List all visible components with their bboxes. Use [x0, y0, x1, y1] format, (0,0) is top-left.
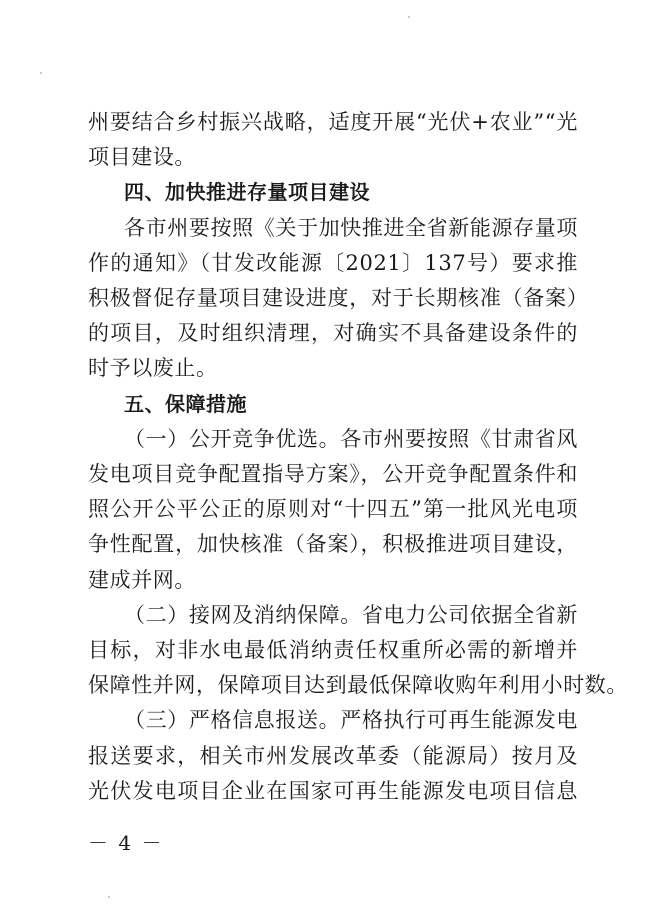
body-line: 照公开公平公正的原则对“十四五”第一批风光电项 [88, 497, 578, 522]
scan-speck [40, 72, 42, 74]
section-heading-4: 四、加快推进存量项目建设 [124, 180, 370, 205]
body-line: 作的通知》（甘发改能源〔2021〕137号）要求推 [88, 250, 578, 275]
subheading-1: （一）公开竞争优选。 [124, 426, 341, 451]
body-line: 建成并网。 [88, 567, 196, 592]
body-line: 积极督促存量项目建设进度，对于长期核准（备案） [88, 286, 578, 310]
body-line [124, 705, 578, 735]
section-heading-5: 五、保障措施 [124, 391, 247, 416]
body-line: 争性配置，加快核准（备案），积极推进项目建设， [88, 532, 578, 557]
scan-speck [408, 16, 410, 18]
body-text: 严格执行可再生能源发电 [340, 708, 578, 733]
subheading-3: （三）严格信息报送。 [124, 708, 341, 733]
body-line: 州要结合乡村振兴战略，适度开展“光伏+农业”“光 [88, 110, 578, 134]
body-text: 各市州要按照《甘肃省风 [340, 426, 578, 451]
subheading-2: （二）接网及消纳保障。 [124, 602, 362, 627]
page-number: － 4 － [88, 831, 164, 855]
body-line: 项目建设。 [88, 145, 196, 170]
body-line: 光伏发电项目企业在国家可再生能源发电项目信息 [88, 778, 578, 803]
body-line: 报送要求，相关市州发展改革委（能源局）按月及 [88, 743, 578, 768]
body-text: 省电力公司依据全省新 [361, 602, 578, 627]
body-line: 各市州要按照《关于加快推进全省新能源存量项 [124, 215, 578, 240]
body-line: 时予以废止。 [88, 356, 218, 381]
body-line: 保障性并网，保障项目达到最低保障收购年利用小时数。 [88, 673, 628, 698]
body-line: 的项目，及时组织清理，对确实不具备建设条件的 [88, 321, 578, 346]
body-line [124, 424, 578, 454]
body-line: 发电项目竞争配置指导方案》，公开竞争配置条件和 [88, 462, 578, 486]
scan-speck [108, 896, 110, 898]
body-line [124, 600, 578, 630]
body-line: 目标，对非水电最低消纳责任权重所必需的新增并 [88, 638, 578, 662]
